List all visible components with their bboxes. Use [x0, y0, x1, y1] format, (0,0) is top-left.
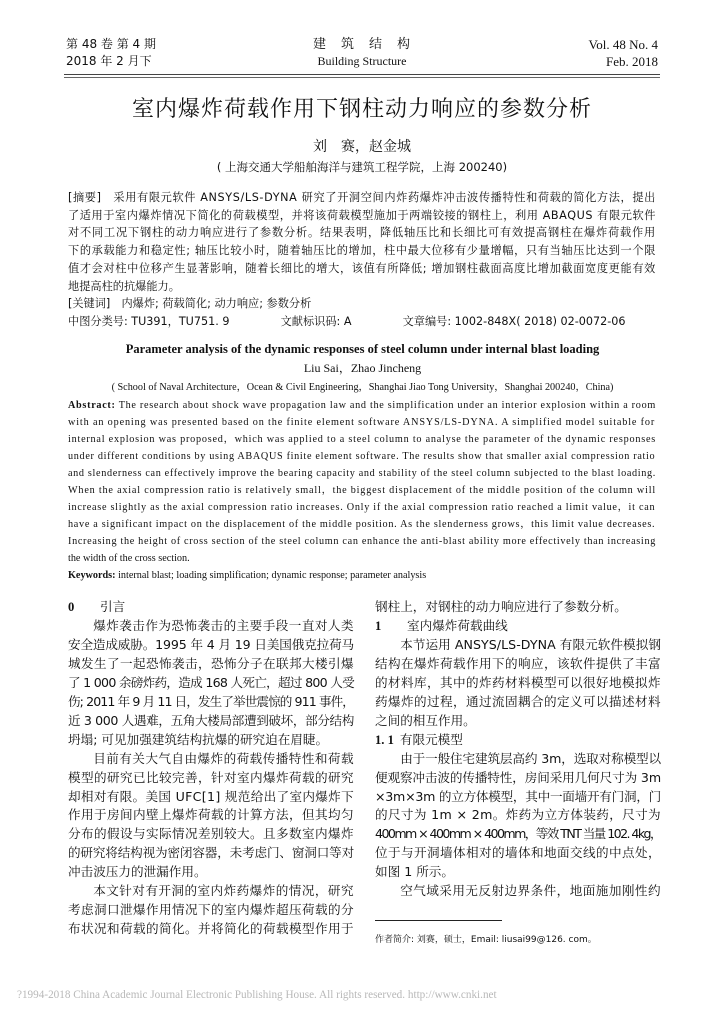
paper-title: 室内爆炸荷载作用下钢柱动力响应的参数分析	[131, 97, 592, 122]
paragraph-lines	[375, 636, 662, 731]
paragraph-lines	[68, 882, 355, 939]
english-abstract-line	[68, 397, 657, 414]
keywords-text: internal blast; loading simplification; dynamic response; parameter analysis	[115, 570, 427, 581]
classification-line	[68, 313, 657, 331]
english-abstract-line: When the axial compression ratio is relatively small，the biggest displacement of the middle position of the column will	[68, 485, 656, 496]
paragraph-lines	[375, 598, 662, 617]
paragraph-line: 的尺寸为 1m × 2m。炸药为立方体装药，尺寸为	[375, 807, 661, 823]
keywords-label: Keywords:	[68, 570, 116, 581]
paragraph-line: 结构在爆炸荷载作用下的响应，该软件提供了丰富	[375, 655, 661, 671]
english-authors: Liu Sai，Zhao Jincheng	[303, 361, 422, 375]
english-abstract-line: internal explosion was proposed，which was applied to a steel column to analyse the parameter of the dynamic responses	[68, 434, 656, 445]
abstract-text: The research about shock wave propagation law and the simplification under an interior explosion within a room	[115, 400, 656, 411]
paragraph-line: 如图 1 所示。	[375, 864, 454, 880]
paragraph-line: 位于与开洞墙体相对的墙体和地面交线的中点处，	[375, 845, 661, 861]
paragraph-line: 的材料库，其中的炸药材料模型可以很好地模拟炸	[375, 674, 661, 690]
paragraph-line: 近 3 000 人遇难，五角大楼局部遭到破坏，部分结构	[68, 712, 354, 728]
section-heading-0	[68, 598, 355, 617]
english-affiliation: ( School of Naval Architecture，Ocean & Civil Engineering，Shanghai Jiao Tong University，Shanghai 200240，China)	[111, 382, 614, 393]
paragraph-line: 城发生了一起恐怖袭击，恐怖分子在联邦大楼引爆	[68, 655, 354, 671]
section-title: 室内爆炸荷载曲线	[407, 617, 508, 633]
volume-issue-en: Vol. 48 No. 4	[588, 37, 658, 52]
section-number: 0	[68, 600, 75, 614]
abstract-line: 地提高柱的抗爆能力。	[68, 279, 180, 293]
copyright-watermark: ?1994-2018 China Academic Journal Electronic Publishing House. All rights reserved. http://www.cnki.net	[17, 989, 497, 1001]
issue-date: 2018 年 2 月下	[66, 54, 152, 68]
paragraph-line: 本节运用 ANSYS/LS-DYNA 有限元软件模拟钢	[400, 636, 661, 652]
paragraph-line: 400mm × 400mm × 400mm，等效 TNT 当量 102. 4kg，	[375, 826, 661, 842]
author-footnote: 作者简介: 刘赛，硕士，Email: liusai99@126. com。	[375, 935, 597, 945]
issue-info-en	[589, 36, 658, 70]
paragraph-line: 冲击波压力的泄漏作用。	[68, 864, 207, 880]
document-code: 文献标识码: A	[280, 314, 352, 328]
abstract-line: [摘要] 采用有限元软件 ANSYS/LS-DYNA 研究了开洞空间内炸药爆炸冲击波传播特性和荷载的简化方法，提出	[68, 191, 656, 204]
english-keywords	[68, 567, 657, 584]
journal-name	[262, 36, 462, 70]
issue-info	[66, 36, 156, 70]
english-abstract-line: with an opening was presented based on the finite element software ANSYS/LS-DYNA. A simplified model suitable for	[68, 417, 656, 428]
volume-issue: 第 48 卷 第 4 期	[66, 37, 156, 51]
authors: 刘 赛，赵金城	[313, 139, 411, 155]
body-column-right	[375, 598, 662, 901]
abstract-line: 对不同工况下钢柱的动力响应进行了参数分析。结果表明，降低轴压比和长细比可有效提高钢柱在爆炸荷载作用	[68, 226, 656, 240]
journal-name-en: Building Structure	[317, 54, 407, 68]
abstract-line: 值才会对柱中位移产生显著影响，随着长细比的增大，该值有所降低; 增加钢柱截面高度比增加截面宽度更能有效	[68, 261, 656, 275]
issue-date-en: Feb. 2018	[606, 54, 658, 69]
section-title: 有限元模型	[399, 731, 463, 747]
english-abstract-line: increase slightly as the axial compression ratio increases. Only if the axial compression ratio reached a limit value，it can	[68, 502, 656, 513]
paragraph-lines	[68, 617, 355, 750]
english-abstract-line: and slenderness can effectively improve the bearing capacity and stability of the steel column subjected to the blast loading.	[68, 468, 656, 479]
paragraph-line: 作用于房间内壁上爆炸荷载的计算方法，但其均匀	[68, 807, 354, 823]
abstract-label: Abstract:	[68, 400, 116, 411]
paragraph-line: 了 1 000 余磅炸药，造成 168 人死亡，超过 800 人受	[68, 674, 354, 690]
english-abstract-line: the width of the cross section.	[68, 553, 190, 564]
paragraph-line: ×3m×3m 的立方体模型，其中一面墙开有门洞，门	[375, 788, 661, 804]
header-rule-thin	[64, 77, 660, 78]
section-heading-1	[375, 617, 662, 636]
section-heading-1-1	[375, 731, 662, 750]
paragraph-line: 的研究将结构视为密闭容器，未考虑门、窗洞口等对	[68, 845, 355, 861]
paragraph-line: 目前有关大气自由爆炸的荷载传播特性和荷载	[93, 750, 354, 766]
paragraph-line: 伤; 2011 年 9 月 11 日，发生了举世震惊的 911 事件，	[68, 693, 354, 709]
english-abstract-line: under different conditions by using ABAQUS finite element software. The results show that smaller axial compression ratio	[68, 451, 656, 462]
article-number: 文章编号: 1002-848X( 2018) 02-0072-06	[402, 314, 626, 328]
paragraph-line: 坍塌; 可见加强建筑结构抗爆的研究迫在眉睫。	[68, 731, 329, 747]
affiliation: ( 上海交通大学船舶海洋与建筑工程学院，上海 200240)	[216, 160, 508, 174]
classification-number: 中图分类号: TU391，TU751. 9	[68, 314, 230, 328]
abstract-lines	[68, 189, 657, 295]
abstract-line: 了适用于室内爆炸情况下简化的荷载模型，并将该荷载模型施加于两端铰接的钢柱上，利用 ABAQUS 有限元软件	[68, 208, 656, 222]
paragraph-line: 便观察冲击波的传播特性，房间采用几何尺寸为 3m	[375, 769, 661, 785]
paragraph-line: 考虑洞口泄爆作用情况下的室内爆炸超压荷载的分	[68, 902, 354, 918]
header-rule	[64, 74, 660, 75]
english-title: Parameter analysis of the dynamic responses of steel column under internal blast loading	[125, 342, 600, 356]
paragraph-line: 药爆炸的过程，通过流固耦合的定义可以描述材料	[375, 693, 661, 709]
keywords-cn: [关键词] 内爆炸; 荷载简化; 动力响应; 参数分析	[68, 297, 312, 311]
paragraph-line: 本文针对有开洞的室内炸药爆炸的情况，研究	[93, 883, 354, 899]
paragraph-lines	[68, 750, 355, 883]
paragraph-line: 模型的研究已比较完善，针对室内爆炸荷载的研究	[68, 769, 354, 785]
paragraph-line: 由于一般住宅建筑层高约 3m，选取对称模型以	[400, 750, 661, 766]
paragraph-line: 布状况和荷载的简化。并将简化的荷载模型作用于	[68, 921, 354, 937]
section-title: 引言	[100, 599, 126, 614]
english-abstract	[68, 340, 657, 584]
paragraph-line: 之间的相互作用。	[375, 712, 476, 728]
chinese-abstract	[68, 189, 657, 331]
paragraph-line: 钢柱上，对钢柱的动力响应进行了参数分析。	[375, 599, 627, 614]
journal-name-cn: 建 筑 结 构	[312, 37, 411, 52]
paragraph-line: 安全造成威胁。1995 年 4 月 19 日美国俄克拉荷马	[68, 636, 354, 652]
english-abstract-lines	[68, 397, 657, 567]
section-number: 1	[375, 618, 382, 633]
abstract-line: 下的承载能力和稳定性; 轴压比较小时，随着轴压比的增加，柱中最大位移有少量增幅，只有当轴压比达到一个限	[68, 244, 656, 258]
english-abstract-line: Increasing the height of cross section of the steel column can enhance the anti-blast ability more effectively than increasing	[68, 536, 656, 547]
footnote-rule	[375, 920, 502, 921]
english-abstract-line: have a significant impact on the displacement of the middle position. As the slenderness grows，this limit value decreases.	[68, 519, 656, 530]
paragraph-line: 爆炸袭击作为恐怖袭击的主要手段一直对人类	[93, 617, 354, 633]
paragraph-line: 却相对有限。美国 UFC[1] 规范给出了室内爆炸下	[68, 788, 354, 804]
paragraph-lines	[375, 882, 662, 901]
body-column-left	[68, 598, 355, 939]
section-number: 1. 1	[375, 732, 394, 747]
paragraph-line: 分布的假设与实际情况差别较大。且多数室内爆炸	[68, 826, 354, 842]
paragraph-lines	[375, 750, 662, 883]
paragraph-line: 空气域采用无反射边界条件，地面施加刚性约	[400, 883, 661, 899]
